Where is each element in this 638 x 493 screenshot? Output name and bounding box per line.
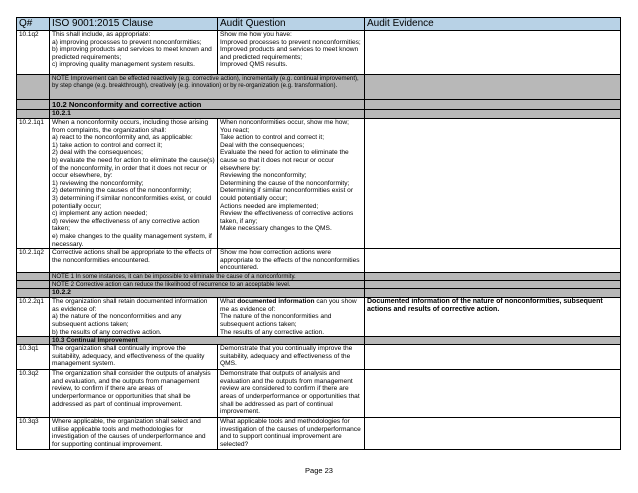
row-evidence: Documented information of the nature of nonconformities, subsequent actions and results of corrective action. [365,298,621,337]
row-id: 10.3q3 [17,418,50,450]
section-evidence-cell [365,100,621,110]
row-clause: Corrective actions shall be appropriate to the effects of the nonconformities encountered. [50,249,218,273]
question-suffix: can you show me as evidence of: The nature of the nonconformities and subsequent actions taken; The results of any corrective action. [220,298,357,336]
section-row [17,337,621,345]
row-clause: The organization shall continually improve the suitability, adequacy, and effectiveness of the quality management system. [50,345,218,370]
note-row [17,272,621,280]
question-emphasis: documented information [237,298,315,306]
table-row [17,119,621,249]
row-id: 10.1q2 [17,31,50,75]
header-clause: ISO 9001:2015 Clause [50,18,218,31]
note-id-cell [17,281,50,289]
section-row [17,100,621,110]
table-row [17,345,621,370]
subsection-title: 10.2.2 [50,289,365,298]
subsection-id-cell [17,289,50,298]
row-clause: The organization shall retain documented information as evidence of: a) the nature of the nonconformities and any subsequent actions taken; b) the results of any corrective action. [50,298,218,337]
row-id: 10.3q1 [17,345,50,370]
note-row [17,75,621,100]
row-question: What applicable tools and methodologies for investigation of the causes of underperformance and to support continual improvement are selected? [218,418,365,450]
row-evidence [365,249,621,273]
row-id: 10.3q2 [17,370,50,418]
note-text: NOTE Improvement can be effected reactively (e.g. corrective action), incrementally (e.g. continual improvement), by step change (e.g. breakthrough), creatively (e.g. innovation) or by re-organization (e.g. transformation). [50,75,365,100]
row-evidence [365,345,621,370]
subsection-row [17,289,621,298]
row-id: 10.2.1q2 [17,249,50,273]
row-question: When nonconformities occur, show me how; You react; Take action to control and correct it; Deal with the consequences; Evaluate the need for action to eliminate the cause so that it does not recur or occur elsewhere by: Reviewing the nonconformity; Determining the cause of the nonconformity; Determining if similar nonconformities exist or could potentially occur; Actions needed are implemented; Review the effectiveness of corrective actions taken, if any; Make necessary changes to the QMS. [218,119,365,249]
subsection-evidence-cell [365,110,621,119]
section-evidence-cell [365,337,621,345]
row-id: 10.2.2q1 [17,298,50,337]
note-id-cell [17,272,50,280]
row-question: Demonstrate that outputs of analysis and evaluation and the outputs from management review are considered to confirm if there are areas of underperformance or opportunities that shall be addressed as part of continual improvement. [218,370,365,418]
section-title: 10.3 Continual Improvement [50,337,365,345]
header-q-number: Q# [17,18,50,31]
note-text: NOTE 1 In some instances, it can be impossible to eliminate the cause of a nonconformity. [50,272,365,280]
subsection-id-cell [17,110,50,119]
table-header-row [17,18,621,31]
row-evidence [365,370,621,418]
section-id-cell [17,337,50,345]
row-evidence [365,31,621,75]
subsection-row [17,110,621,119]
row-clause: Where applicable, the organization shall select and utilise applicable tools and methodologies for investigation of the causes of underperformance and for supporting continual improvement. [50,418,218,450]
table-row [17,418,621,450]
note-text: NOTE 2 Corrective action can reduce the likelihood of recurrence to an acceptable level. [50,281,365,289]
row-question: Show me how correction actions were appropriate to the effects of the nonconformities encountered. [218,249,365,273]
page-number: Page 23 [305,466,333,475]
note-evidence-cell [365,281,621,289]
row-clause: The organization shall consider the outputs of analysis and evaluation, and the outputs from management review, to confirm if there are areas of underperformance or opportunities that shall be addressed as part of continual improvement. [50,370,218,418]
table-row [17,298,621,337]
subsection-evidence-cell [365,289,621,298]
row-evidence [365,418,621,450]
row-clause: This shall include, as appropriate: a) improving processes to prevent nonconformities; b) improving products and services to meet known and predicted requirements; c) improving quality management system results. [50,31,218,75]
note-evidence-cell [365,75,621,100]
section-title: 10.2 Nonconformity and corrective action [50,100,365,110]
subsection-title: 10.2.1 [50,110,365,119]
section-id-cell [17,100,50,110]
row-question: Demonstrate that you continually improve the suitability, adequacy and effectiveness of the QMS. [218,345,365,370]
audit-table [16,17,621,450]
note-evidence-cell [365,272,621,280]
header-audit-evidence: Audit Evidence [365,18,621,31]
question-prefix: What [220,298,238,306]
row-evidence [365,119,621,249]
header-audit-question: Audit Question [218,18,365,31]
row-clause: When a nonconformity occurs, including those arising from complaints, the organization shall: a) react to the nonconformity and, as applicable: 1) take action to control and correct it; 2) deal with the consequences; b) evaluate the need for action to eliminate the cause(s) of the nonconformity, in order that it does not recur or occur elsewhere, by: 1) reviewing the nonconformity; 2) determining the causes of the nonconformity; 3) determining if similar nonconformities exist, or could potentially occur; c) implement any action needed; d) review the effectiveness of any corrective action taken; e) make changes to the quality management system, if necessary. [50,119,218,249]
table-row [17,370,621,418]
note-row [17,281,621,289]
row-question: Show me how you have: Improved processes to prevent nonconformities; Improved products and services to meet known and predicted requirements; Improved QMS results. [218,31,365,75]
row-id: 10.2.1q1 [17,119,50,249]
table-row [17,31,621,75]
note-id-cell [17,75,50,100]
row-question [218,298,365,337]
table-row [17,249,621,273]
